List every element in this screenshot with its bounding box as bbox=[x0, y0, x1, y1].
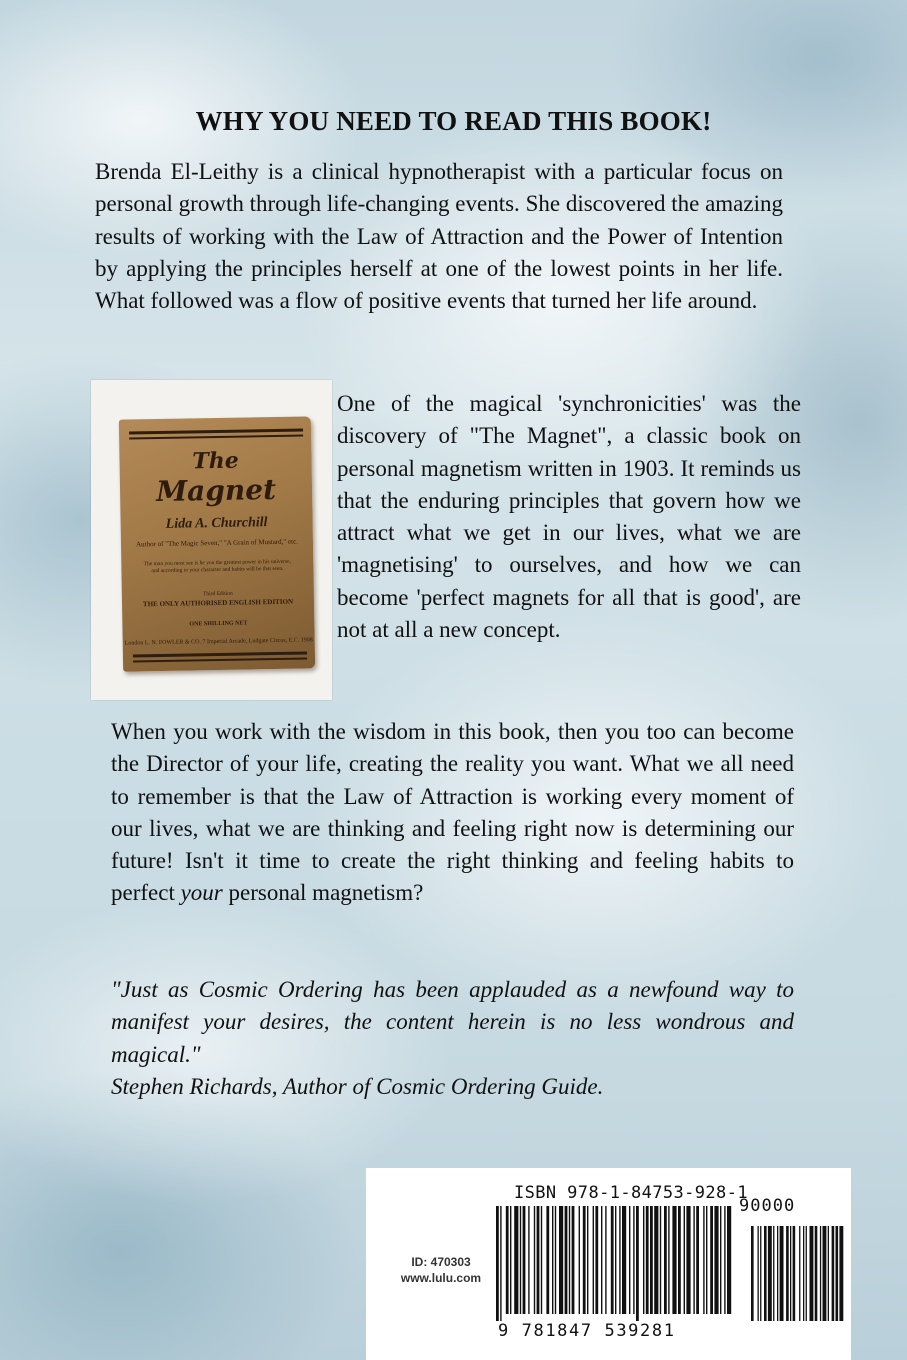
old-book-cover bbox=[119, 416, 315, 671]
addon-bar bbox=[836, 1226, 839, 1321]
wisdom-emphasis: your bbox=[180, 880, 223, 906]
addon-bar bbox=[777, 1226, 778, 1321]
wisdom-text-end: personal magnetism? bbox=[222, 880, 424, 906]
barcode-bar bbox=[537, 1206, 540, 1314]
barcode-bar bbox=[534, 1206, 535, 1314]
addon-bar bbox=[820, 1226, 821, 1321]
addon-bar bbox=[780, 1226, 784, 1321]
barcode-bar bbox=[650, 1206, 653, 1314]
quote-text: "Just as Cosmic Ordering has been applauded as a newfound way to manifest your desires, the content herein is no less wondrous and magical." bbox=[111, 977, 794, 1067]
book-photo bbox=[91, 380, 332, 700]
barcode-bar bbox=[654, 1206, 658, 1314]
barcode-bar bbox=[714, 1206, 718, 1314]
lulu-info bbox=[366, 1254, 516, 1286]
addon-bar bbox=[768, 1226, 772, 1321]
barcode-bar bbox=[559, 1206, 563, 1314]
barcode-bar bbox=[523, 1206, 526, 1314]
addon-bar bbox=[803, 1226, 804, 1321]
barcode-bar bbox=[611, 1206, 614, 1314]
book-rule-bottom-thin bbox=[133, 657, 307, 662]
barcode-bar bbox=[528, 1206, 529, 1314]
book-rule-top-thin bbox=[129, 434, 303, 439]
endorsement-quote bbox=[111, 974, 794, 1103]
barcode-bar bbox=[684, 1206, 685, 1314]
barcode-bar bbox=[541, 1206, 542, 1314]
addon-bar bbox=[810, 1226, 814, 1321]
barcode-bar bbox=[622, 1206, 626, 1314]
lulu-id: ID: 470303 bbox=[411, 1255, 471, 1269]
barcode-bar bbox=[664, 1206, 667, 1314]
addon-bar bbox=[828, 1226, 829, 1321]
barcode-bar bbox=[629, 1206, 630, 1314]
barcode-bar bbox=[646, 1206, 649, 1314]
barcode-bar bbox=[619, 1206, 620, 1314]
barcode-bar bbox=[686, 1206, 690, 1314]
book-blurb: The man you most see is he you the greatest power in his universe, and according to your character and habits will be that seen. bbox=[143, 558, 291, 575]
book-price: ONE SHILLING NET bbox=[189, 620, 248, 628]
barcode-bar bbox=[693, 1206, 694, 1314]
wisdom-paragraph bbox=[111, 716, 794, 910]
quote-attribution: Stephen Richards, Author of Cosmic Ordering Guide. bbox=[111, 1073, 604, 1099]
barcode-bar bbox=[601, 1206, 602, 1314]
barcode-bar bbox=[668, 1206, 669, 1314]
barcode-bar bbox=[636, 1206, 639, 1321]
barcode bbox=[496, 1206, 846, 1321]
addon-bar bbox=[751, 1226, 754, 1321]
barcode-bar bbox=[706, 1206, 707, 1314]
barcode-digits: 9 781847 539281 bbox=[498, 1321, 676, 1341]
barcode-bar bbox=[633, 1206, 634, 1314]
isbn-label: ISBN 978-1-84753-928-1 bbox=[514, 1183, 748, 1203]
barcode-bar bbox=[569, 1206, 570, 1314]
barcode-bar bbox=[643, 1206, 644, 1314]
heading: WHY YOU NEED TO READ THIS BOOK! bbox=[195, 106, 712, 136]
magnet-paragraph: One of the magical 'synchronicities' was the discovery of "The Magnet", a classic book on personal magnetism written in 1903. It reminds us that the enduring principles that govern how we attract what we get in our lives, what we are 'magnetising' to ourselves, and how we can become 'perfect magnets for all that is good', are not at all a new concept. bbox=[337, 391, 801, 643]
addon-bar bbox=[786, 1226, 789, 1321]
barcode-bar bbox=[605, 1206, 606, 1314]
addon-bar bbox=[799, 1226, 800, 1321]
book-byline: Author of "The Magic Seven," "A Grain of Mustard," etc. bbox=[135, 537, 298, 549]
book-rule-top bbox=[129, 428, 303, 434]
addon-bar bbox=[793, 1226, 796, 1321]
barcode-bar bbox=[572, 1206, 575, 1314]
addon-bar bbox=[815, 1226, 818, 1321]
wisdom-text-start: When you work with the wisdom in this book, then you too can become the Director of your life, creating the reality you want. What we all need to remember is that the Law of Attraction is working every moment of our lives, what we are thinking and feeling right now is determining our future! Isn't it time to create the right thinking and feeling habits to perfect bbox=[111, 719, 794, 906]
barcode-bar bbox=[710, 1206, 713, 1314]
barcode-bar bbox=[552, 1206, 553, 1314]
addon-bar bbox=[823, 1226, 827, 1321]
barcode-bar bbox=[660, 1206, 661, 1314]
addon-bar bbox=[758, 1226, 759, 1321]
book-edition-label: Third Edition bbox=[202, 590, 233, 598]
intro-paragraph: Brenda El-Leithy is a clinical hypnotherapist with a particular focus on personal growth through life-changing events. She discovered the amazing results of working with the Law of Attraction and the Power of Intention by applying the principles herself at one of the lowest points in her life. What followed was a flow of positive events that turned her life around. bbox=[95, 159, 783, 314]
barcode-bar bbox=[583, 1206, 586, 1314]
book-publisher: London L. N. FOWLER & CO. 7 Imperial Arcade, Ludgate Circus, E.C. 1908 bbox=[124, 637, 313, 647]
price-code: 90000 bbox=[739, 1196, 796, 1216]
barcode-bar bbox=[520, 1206, 521, 1314]
book-rule-bottom bbox=[133, 651, 307, 657]
barcode-bar bbox=[546, 1206, 549, 1314]
book-title-line1: The bbox=[192, 447, 239, 475]
barcode-bar bbox=[678, 1206, 681, 1314]
barcode-bar bbox=[720, 1206, 721, 1314]
book-author: Lida A. Churchill bbox=[165, 515, 268, 532]
barcode-bar bbox=[593, 1206, 594, 1314]
barcode-bar bbox=[727, 1206, 731, 1314]
book-edition: THE ONLY AUTHORISED ENGLISH EDITION bbox=[142, 597, 294, 609]
addon-bar bbox=[839, 1226, 843, 1321]
book-title-line2: Magnet bbox=[155, 472, 277, 509]
addon-bar bbox=[764, 1226, 767, 1321]
barcode-bar bbox=[565, 1206, 568, 1314]
barcode-bar bbox=[696, 1206, 699, 1314]
addon-bar bbox=[773, 1226, 774, 1321]
barcode-bar bbox=[579, 1206, 580, 1314]
barcode-bar bbox=[672, 1206, 676, 1314]
barcode-bar bbox=[724, 1206, 725, 1314]
barcode-bar bbox=[595, 1206, 598, 1314]
barcode-bar bbox=[703, 1206, 704, 1314]
addon-bar bbox=[832, 1226, 835, 1321]
barcode-bar bbox=[615, 1206, 616, 1314]
addon-bar bbox=[760, 1226, 761, 1321]
barcode-bar bbox=[587, 1206, 588, 1314]
lulu-url: www.lulu.com bbox=[400, 1271, 482, 1285]
barcode-bar bbox=[555, 1206, 556, 1314]
barcode-panel bbox=[366, 1168, 851, 1360]
addon-bar bbox=[806, 1226, 807, 1321]
addon-bar bbox=[790, 1226, 791, 1321]
